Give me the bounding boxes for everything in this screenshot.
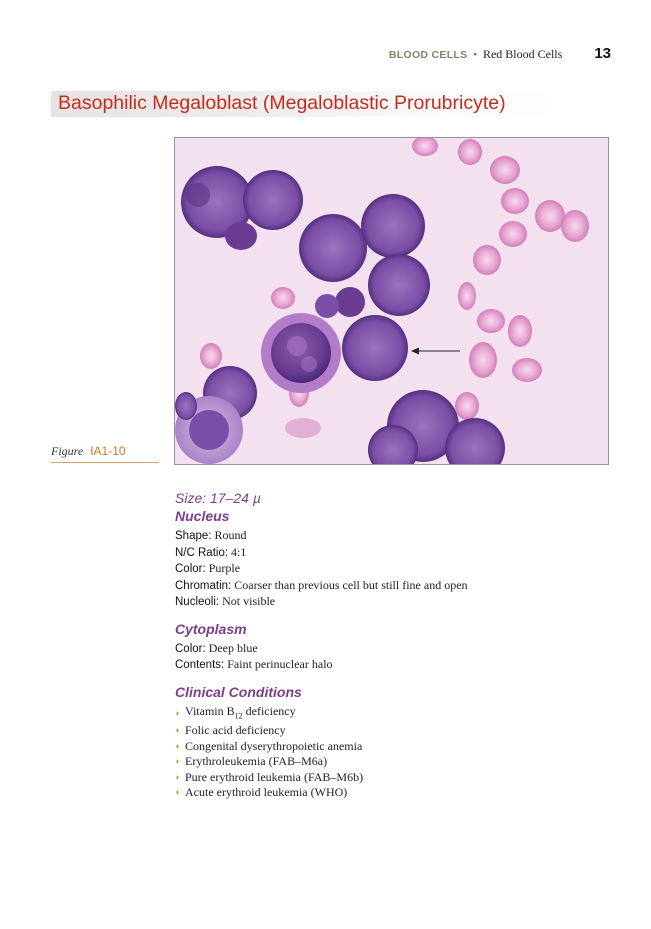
- running-header: [389, 45, 611, 62]
- bullet-icon: ◗: [175, 787, 181, 798]
- figure-rule: [51, 462, 159, 463]
- condition-text: Acute erythroid leukemia (WHO): [185, 785, 348, 800]
- attr-key: Color:: [175, 642, 206, 655]
- attr-value: 4:1: [231, 544, 247, 559]
- figure-word: Figure: [51, 444, 84, 458]
- clinical-conditions-heading: Clinical Conditions: [175, 683, 302, 700]
- bullet-icon: ◗: [175, 756, 181, 767]
- bullet-icon: ◗: [175, 707, 181, 718]
- condition-text-part: deficiency: [242, 703, 296, 718]
- bullet-icon: ◗: [175, 771, 181, 782]
- nucleus-attr-row: [175, 578, 595, 595]
- condition-text: Congenital dyserythropoietic anemia: [185, 738, 363, 753]
- attr-value: Not visible: [222, 594, 276, 608]
- figure-number: IA1-10: [90, 444, 126, 458]
- list-item: [175, 704, 595, 724]
- attr-value: Round: [214, 528, 247, 542]
- attr-key: Nucleoli:: [175, 596, 220, 608]
- condition-text: Folic acid deficiency: [185, 723, 286, 738]
- condition-text: [185, 704, 296, 724]
- condition-text: Erythroleukemia (FAB–M6a): [185, 754, 328, 769]
- page-title: Basophilic Megaloblast (Megaloblastic Prorubricyte): [58, 92, 506, 114]
- micrograph-illustration: [175, 138, 608, 464]
- condition-text-part: Vitamin B: [185, 703, 235, 718]
- cytoplasm-heading: Cytoplasm: [175, 620, 247, 637]
- attr-key: Color:: [175, 563, 206, 575]
- cytoplasm-attributes: [175, 641, 595, 674]
- clinical-conditions-list: [175, 704, 595, 801]
- figure-label: [51, 444, 126, 459]
- nucleus-attr-row: [175, 545, 595, 562]
- attr-value: Coarser than previous cell but still fine and open: [234, 577, 468, 592]
- attr-value: Deep blue: [208, 640, 258, 655]
- list-item: [175, 739, 595, 755]
- bullet-icon: ◗: [175, 740, 181, 751]
- cell-size: Size: 17–24 µ: [175, 490, 261, 506]
- attr-value: Purple: [208, 561, 241, 575]
- nucleus-attr-row: [175, 594, 595, 611]
- header-section: BLOOD CELLS: [388, 49, 468, 61]
- attr-key: Chromatin:: [175, 579, 232, 592]
- micrograph-image: [174, 137, 609, 465]
- page-number: 13: [594, 45, 611, 62]
- nucleus-attributes: [175, 528, 595, 611]
- list-item: [175, 754, 595, 770]
- list-item: [175, 770, 595, 786]
- attr-key: N/C Ratio:: [175, 546, 229, 559]
- nucleus-attr-row: [175, 528, 595, 545]
- list-item: [175, 723, 595, 739]
- condition-text: Pure erythroid leukemia (FAB–M6b): [185, 769, 364, 784]
- header-subsection: Red Blood Cells: [482, 47, 563, 61]
- list-item: [175, 785, 595, 801]
- nucleus-heading: Nucleus: [175, 508, 230, 524]
- bullet-icon: ◗: [175, 725, 181, 736]
- attr-key: Contents:: [175, 659, 225, 671]
- attr-value: Faint perinuclear halo: [227, 657, 333, 671]
- cytoplasm-attr-row: [175, 641, 595, 658]
- cell-description: [175, 490, 595, 801]
- condition-subscript: 12: [234, 710, 243, 720]
- nucleus-attr-row: [175, 561, 595, 578]
- attr-key: Shape:: [175, 530, 212, 542]
- cytoplasm-attr-row: [175, 657, 595, 674]
- header-separator: •: [473, 50, 477, 61]
